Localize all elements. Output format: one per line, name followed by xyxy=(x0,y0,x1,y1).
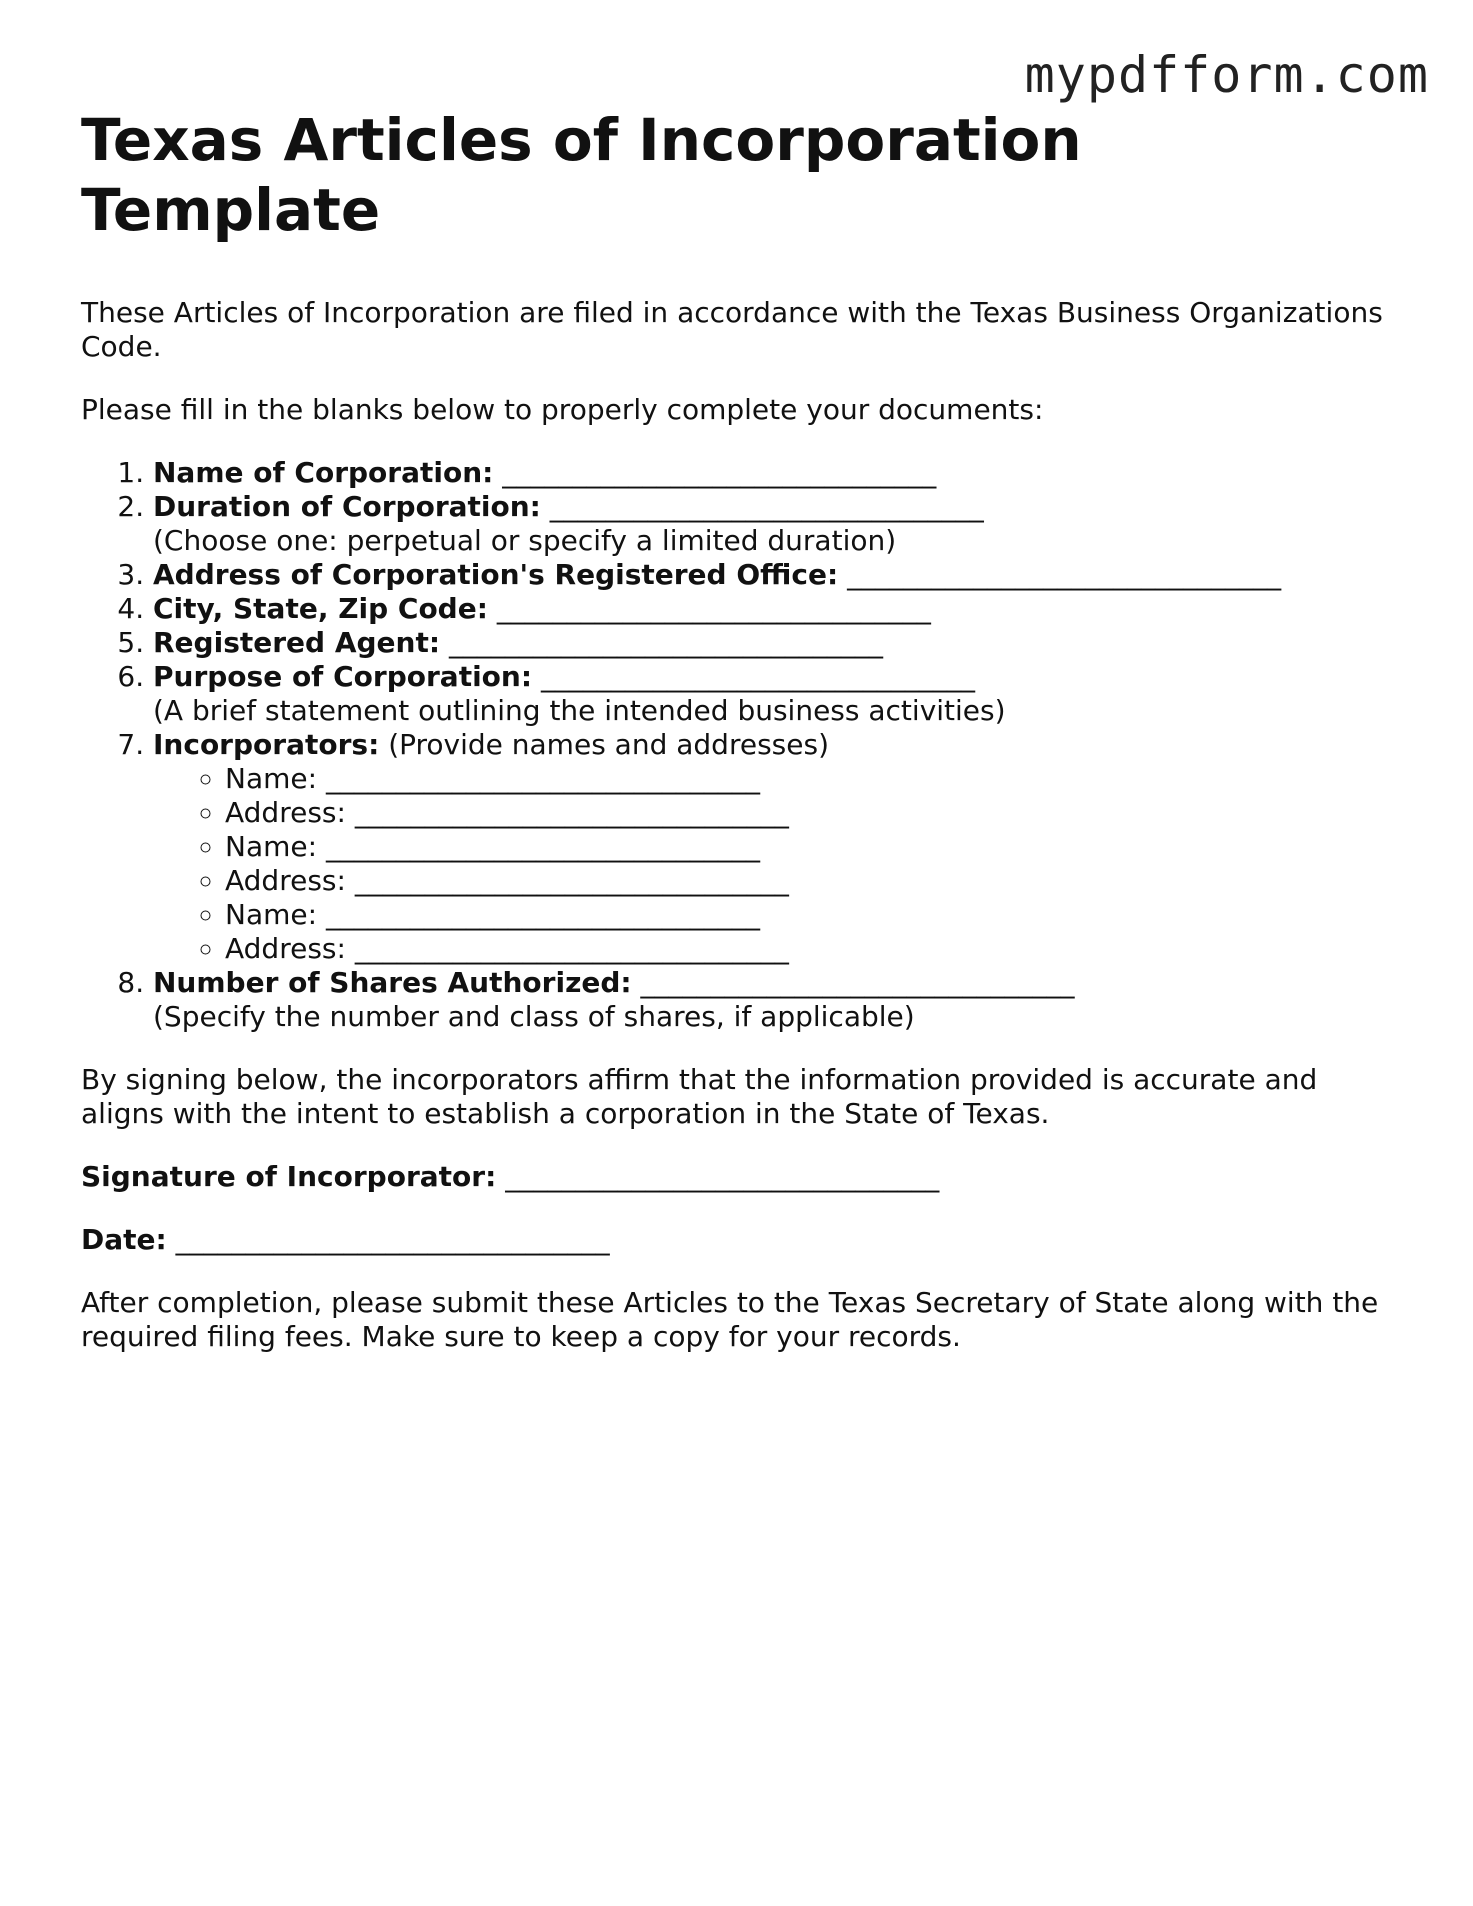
field-label: Number of Shares Authorized: xyxy=(153,966,632,999)
signature-blank[interactable]: _______________________________ xyxy=(505,1160,940,1193)
incorporator-name-entry[interactable]: ◦ Name: _______________________________ xyxy=(225,830,1391,864)
field-label: Registered Agent: xyxy=(153,626,441,659)
field-note: (Provide names and addresses) xyxy=(388,728,829,761)
field-label: Name of Corporation: xyxy=(153,456,494,489)
fill-blank[interactable]: _______________________________ xyxy=(540,660,975,693)
field-note: (Choose one: perpetual or specify a limited duration) xyxy=(153,524,897,557)
incorporator-address-entry[interactable]: ◦ Address: _______________________________ xyxy=(225,932,1391,966)
fill-blank[interactable]: _______________________________ xyxy=(448,626,883,659)
field-shares-authorized xyxy=(153,966,1391,1034)
field-label: City, State, Zip Code: xyxy=(153,592,488,625)
field-registered-agent xyxy=(153,626,1391,660)
field-incorporators xyxy=(153,728,1391,966)
incorporator-address-entry[interactable]: ◦ Address: _______________________________ xyxy=(225,864,1391,898)
fill-blank[interactable]: _______________________________ xyxy=(640,966,1075,999)
field-purpose xyxy=(153,660,1391,728)
incorporator-name-entry[interactable]: ◦ Name: _______________________________ xyxy=(225,898,1391,932)
form-fields-list xyxy=(81,456,1391,1034)
field-label: Incorporators: xyxy=(153,728,380,761)
fill-blank[interactable]: _______________________________ xyxy=(549,490,984,523)
date-blank[interactable]: _______________________________ xyxy=(175,1223,610,1256)
signature-line xyxy=(81,1160,1391,1194)
field-note: (Specify the number and class of shares, if applicable) xyxy=(153,1000,915,1033)
field-label: Duration of Corporation: xyxy=(153,490,541,523)
field-city-state-zip xyxy=(153,592,1391,626)
closing-paragraph: After completion, please submit these Articles to the Texas Secretary of State along with the required filing fees. Make sure to keep a copy for your records. xyxy=(81,1286,1379,1353)
watermark-text: mypdfform.com xyxy=(1024,46,1429,104)
document-body xyxy=(81,296,1391,1354)
page-title: Texas Articles of Incorporation Template xyxy=(81,106,1082,244)
fill-blank[interactable]: _______________________________ xyxy=(847,558,1282,591)
date-label: Date: xyxy=(81,1223,167,1256)
field-label: Purpose of Corporation: xyxy=(153,660,533,693)
field-duration xyxy=(153,490,1391,558)
fill-blank[interactable]: _______________________________ xyxy=(502,456,937,489)
intro-paragraph: These Articles of Incorporation are filed in accordance with the Texas Business Organizations Code. xyxy=(81,296,1383,363)
fill-blank[interactable]: _______________________________ xyxy=(496,592,931,625)
date-line xyxy=(81,1223,1391,1257)
affirmation-paragraph: By signing below, the incorporators affirm that the information provided is accurate and aligns with the intent to establish a corporation in the State of Texas. xyxy=(81,1063,1318,1130)
incorporator-address-entry[interactable]: ◦ Address: _______________________________ xyxy=(225,796,1391,830)
field-label: Address of Corporation's Registered Office: xyxy=(153,558,839,591)
incorporator-name-entry[interactable]: ◦ Name: _______________________________ xyxy=(225,762,1391,796)
field-note: (A brief statement outlining the intended business activities) xyxy=(153,694,1006,727)
field-corporation-name xyxy=(153,456,1391,490)
field-registered-office-address xyxy=(153,558,1391,592)
signature-label: Signature of Incorporator: xyxy=(81,1160,497,1193)
document-page xyxy=(81,105,1391,1354)
incorporators-list xyxy=(153,762,1391,966)
instruction-paragraph: Please fill in the blanks below to properly complete your documents: xyxy=(81,393,1044,426)
